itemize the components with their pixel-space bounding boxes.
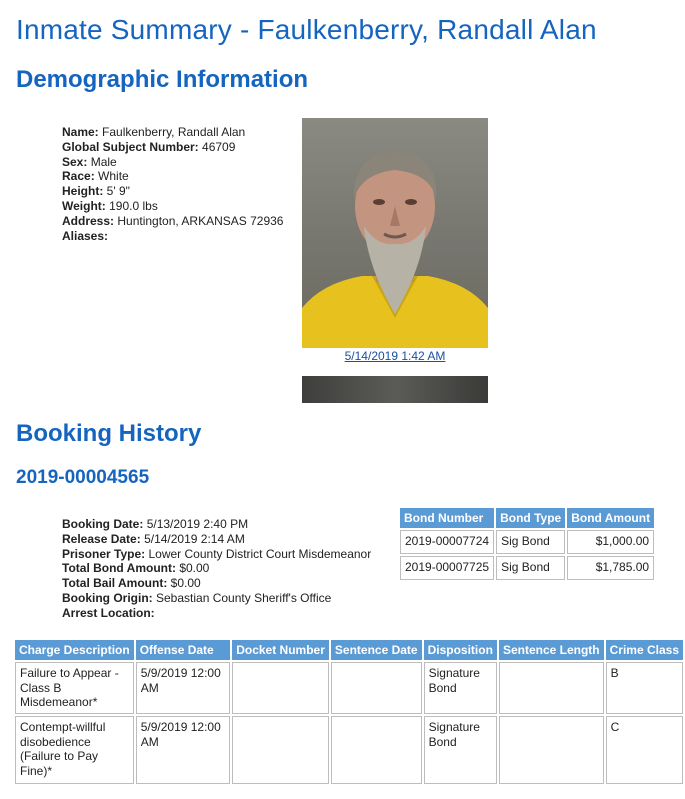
total-bail-amount-value: $0.00: [170, 576, 201, 591]
field-booking-origin: Booking Origin: Sebastian County Sheriff's Office: [62, 590, 332, 605]
sentence-date-cell: [331, 662, 422, 714]
offense-date-cell: 5/9/2019 12:00 AM: [136, 716, 231, 784]
column-header: Crime Class: [606, 640, 683, 660]
mugshot-photo[interactable]: [302, 118, 488, 348]
field-total-bail-amount: Total Bail Amount: $0.00: [62, 576, 201, 591]
bond-amount-cell: $1,785.00: [567, 556, 654, 580]
crime-class-cell: C: [606, 716, 683, 784]
charge-description-cell: Failure to Appear - Class B Misdemeanor*: [15, 662, 134, 714]
field-release-date: Release Date: 5/14/2019 2:14 AM: [62, 531, 245, 546]
name-value: Faulkenberry, Randall Alan: [102, 125, 246, 139]
bond-type-cell: Sig Bond: [496, 556, 565, 580]
crime-class-cell: B: [606, 662, 683, 714]
field-prisoner-type: Prisoner Type: Lower County District Court Misdemeanor: [62, 546, 372, 561]
field-sex: Sex: Male: [62, 154, 117, 169]
field-total-bond-amount: Total Bond Amount: $0.00: [62, 561, 210, 576]
bond-amount-cell: $1,000.00: [567, 530, 654, 554]
page-title: Inmate Summary - Faulkenberry, Randall Alan: [16, 14, 597, 45]
sex-value: Male: [90, 154, 117, 169]
table-row: [400, 556, 654, 580]
column-header: Bond Amount: [567, 508, 654, 528]
disposition-cell: Signature Bond: [424, 716, 497, 784]
mugshot-illustration: [302, 118, 488, 348]
sentence-length-cell: [499, 716, 604, 784]
table-row: [400, 530, 654, 554]
bond-number-cell: 2019-00007725: [400, 556, 494, 580]
race-value: White: [98, 169, 129, 184]
docket-number-cell: [232, 716, 329, 784]
sentence-length-cell: [499, 662, 604, 714]
weight-value: 190.0 lbs: [109, 198, 158, 213]
column-header: Docket Number: [232, 640, 329, 660]
field-race: Race: White: [62, 169, 129, 184]
bond-type-cell: Sig Bond: [496, 530, 565, 554]
bond-number-cell: 2019-00007724: [400, 530, 494, 554]
booking-date-value: 5/13/2019 2:40 PM: [146, 517, 249, 531]
booking-number: 2019-00004565: [16, 467, 150, 488]
column-header: Sentence Length: [499, 640, 604, 660]
total-bond-amount-value: $0.00: [179, 561, 210, 576]
field-address: Address: Huntington, ARKANSAS 72936: [62, 213, 284, 228]
release-date-value: 5/14/2019 2:14 AM: [144, 531, 245, 546]
sentence-date-cell: [331, 716, 422, 784]
booking-origin-value: Sebastian County Sheriff's Office: [156, 590, 332, 605]
booking-history-heading: Booking History: [16, 420, 202, 447]
table-row: [15, 716, 683, 784]
charge-table-header: [15, 640, 683, 660]
field-aliases: Aliases:: [62, 228, 109, 243]
column-header: Disposition: [424, 640, 497, 660]
bond-table-header: [400, 508, 654, 528]
field-name: Name: Faulkenberry, Randall Alan: [62, 125, 246, 139]
global-subject-number-value: 46709: [202, 139, 236, 154]
docket-number-cell: [232, 662, 329, 714]
field-booking-date: Booking Date: 5/13/2019 2:40 PM: [62, 517, 249, 531]
charge-table: [13, 638, 685, 786]
height-value: 5' 9": [106, 184, 130, 199]
photo-thumbnail[interactable]: [302, 376, 488, 403]
column-header: Bond Type: [496, 508, 565, 528]
prisoner-type-value: Lower County District Court Misdemeanor: [148, 546, 372, 561]
field-height: Height: 5' 9": [62, 184, 130, 199]
address-value: Huntington, ARKANSAS 72936: [117, 213, 284, 228]
field-weight: Weight: 190.0 lbs: [62, 198, 158, 213]
offense-date-cell: 5/9/2019 12:00 AM: [136, 662, 231, 714]
demographic-info: [62, 125, 283, 243]
booking-info: [62, 517, 371, 621]
field-arrest-location: Arrest Location:: [62, 605, 155, 620]
column-header: Sentence Date: [331, 640, 422, 660]
disposition-cell: Signature Bond: [424, 662, 497, 714]
demographic-heading: Demographic Information: [16, 66, 309, 93]
column-header: Bond Number: [400, 508, 494, 528]
column-header: Offense Date: [136, 640, 231, 660]
table-row: [15, 662, 683, 714]
column-header: Charge Description: [15, 640, 134, 660]
bond-table: [398, 506, 656, 582]
field-global-subject-number: Global Subject Number: 46709: [62, 139, 236, 154]
photo-date-link[interactable]: 5/14/2019 1:42 AM: [344, 349, 446, 363]
charge-description-cell: Contempt-willful disobedience (Failure to Pay Fine)*: [15, 716, 134, 784]
